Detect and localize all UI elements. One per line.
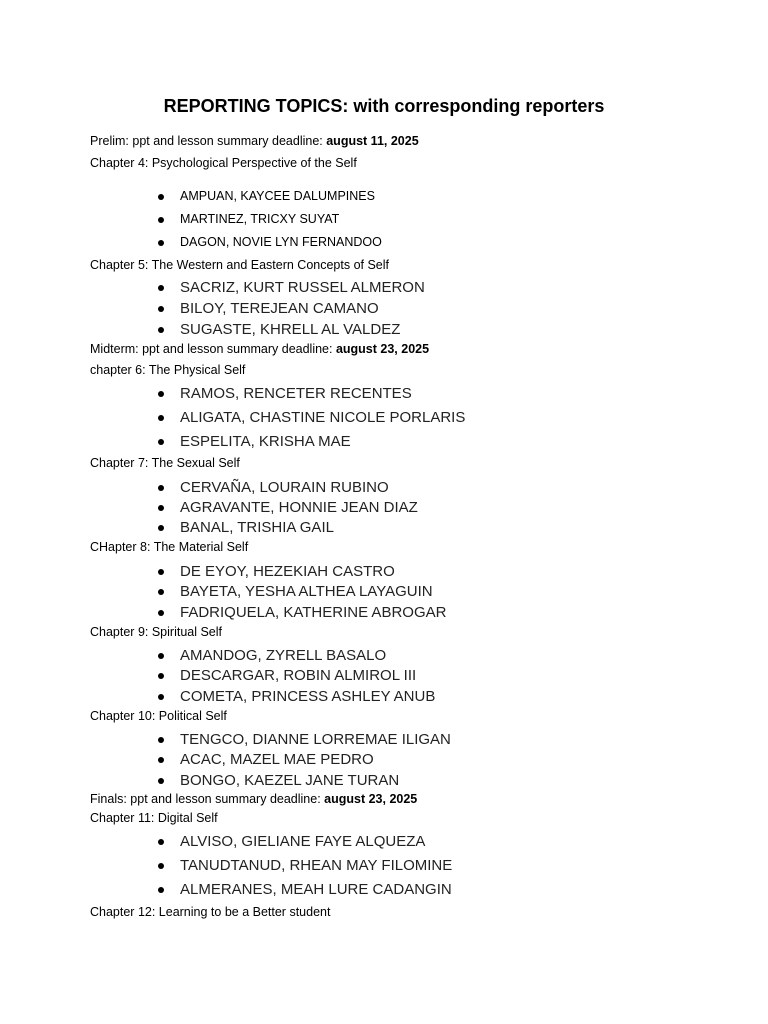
bullet-icon: [158, 505, 164, 511]
list-item: [158, 299, 379, 319]
bullet-icon: [158, 525, 164, 531]
list-item: [158, 234, 382, 251]
deadline-date: august 11, 2025: [326, 134, 419, 148]
list-item: [158, 278, 425, 298]
list-item: [158, 320, 400, 340]
reporter-name: AMANDOG, ZYRELL BASALO: [180, 647, 387, 664]
reporter-name: DE EYOY, HEZEKIAH CASTRO: [180, 563, 395, 580]
midterm-deadline: [90, 341, 429, 358]
list-item: [158, 730, 451, 750]
bullet-icon: [158, 327, 164, 333]
reporter-name: FADRIQUELA, KATHERINE ABROGAR: [180, 604, 447, 621]
bullet-icon: [158, 194, 164, 200]
reporter-name: BILOY, TEREJEAN CAMANO: [180, 300, 379, 317]
list-item: [158, 518, 334, 538]
chapter-heading: Chapter 7: The Sexual Self: [90, 456, 240, 470]
list-item: [158, 666, 416, 686]
deadline-label: Finals: ppt and lesson summary deadline:: [90, 792, 325, 806]
bullet-icon: [158, 415, 164, 421]
reporter-name: BANAL, TRISHIA GAIL: [180, 519, 334, 536]
reporter-name: BAYETA, YESHA ALTHEA LAYAGUIN: [180, 583, 433, 600]
deadline-date: august 23, 2025: [324, 792, 418, 806]
reporter-name: MARTINEZ, TRICXY SUYAT: [180, 212, 340, 226]
bullet-icon: [158, 217, 164, 223]
list-item: [158, 856, 452, 876]
bullet-icon: [158, 887, 164, 893]
list-item: [158, 384, 412, 404]
bullet-icon: [158, 610, 164, 616]
reporter-name: AGRAVANTE, HONNIE JEAN DIAZ: [180, 499, 418, 516]
chapter-heading: Chapter 5: The Western and Eastern Concepts of Self: [90, 258, 390, 272]
list-item: [158, 646, 386, 666]
list-item: [158, 832, 425, 852]
finals-deadline: [90, 791, 417, 808]
reporter-name: DAGON, NOVIE LYN FERNANDOO: [180, 235, 382, 249]
list-item: [158, 582, 433, 602]
reporter-name: ACAC, MAZEL MAE PEDRO: [180, 751, 374, 768]
bullet-icon: [158, 839, 164, 845]
reporter-name: SACRIZ, KURT RUSSEL ALMERON: [180, 279, 425, 296]
reporter-name: CERVAÑA, LOURAIN RUBINO: [180, 479, 389, 496]
reporter-name: ALMERANES, MEAH LURE CADANGIN: [180, 881, 452, 898]
bullet-icon: [158, 673, 164, 679]
deadline-label: Midterm: ppt and lesson summary deadline:: [90, 342, 336, 356]
reporter-name: AMPUAN, KAYCEE DALUMPINES: [180, 189, 375, 203]
chapter-heading: Chapter 9: Spiritual Self: [90, 625, 223, 639]
chapter-heading: Chapter 11: Digital Self: [90, 811, 218, 825]
chapter-heading: Chapter 12: Learning to be a Better student: [90, 905, 331, 919]
bullet-icon: [158, 757, 164, 763]
document-title: REPORTING TOPICS: with corresponding reporters: [163, 96, 605, 116]
chapter-heading: Chapter 10: Political Self: [90, 709, 227, 723]
bullet-icon: [158, 653, 164, 659]
bullet-icon: [158, 569, 164, 575]
bullet-icon: [158, 285, 164, 291]
reporter-name: SUGASTE, KHRELL AL VALDEZ: [180, 321, 401, 338]
list-item: [158, 408, 465, 428]
list-item: [158, 771, 399, 791]
reporter-name: TANUDTANUD, RHEAN MAY FILOMINE: [180, 857, 453, 874]
list-item: [158, 562, 395, 582]
bullet-icon: [158, 485, 164, 491]
chapter-heading: CHapter 8: The Material Self: [90, 540, 249, 554]
list-item: [158, 432, 351, 452]
list-item: [158, 750, 374, 770]
list-item: [158, 478, 389, 498]
bullet-icon: [158, 737, 164, 743]
deadline-label: Prelim: ppt and lesson summary deadline:: [90, 134, 327, 148]
list-item: [158, 188, 375, 205]
bullet-icon: [158, 694, 164, 700]
bullet-icon: [158, 391, 164, 397]
list-item: [158, 211, 339, 228]
bullet-icon: [158, 439, 164, 445]
prelim-deadline: [90, 133, 419, 150]
reporter-name: RAMOS, RENCETER RECENTES: [180, 385, 412, 402]
reporter-name: BONGO, KAEZEL JANE TURAN: [180, 772, 400, 789]
chapter-heading: Chapter 4: Psychological Perspective of the Self: [90, 156, 357, 170]
reporter-name: ESPELITA, KRISHA MAE: [180, 433, 351, 450]
reporter-name: DESCARGAR, ROBIN ALMIROL III: [180, 667, 417, 684]
list-item: [158, 687, 435, 707]
bullet-icon: [158, 306, 164, 312]
reporter-name: ALVISO, GIELIANE FAYE ALQUEZA: [180, 833, 426, 850]
list-item: [158, 498, 418, 518]
bullet-icon: [158, 240, 164, 246]
bullet-icon: [158, 863, 164, 869]
deadline-date: august 23, 2025: [335, 342, 430, 356]
bullet-icon: [158, 589, 164, 595]
reporter-name: TENGCO, DIANNE LORREMAE ILIGAN: [180, 731, 451, 748]
bullet-icon: [158, 778, 164, 784]
reporter-name: COMETA, PRINCESS ASHLEY ANUB: [180, 688, 436, 705]
chapter-heading: chapter 6: The Physical Self: [90, 363, 246, 377]
list-item: [158, 603, 446, 623]
reporter-name: ALIGATA, CHASTINE NICOLE PORLARIS: [180, 409, 466, 426]
list-item: [158, 880, 452, 900]
